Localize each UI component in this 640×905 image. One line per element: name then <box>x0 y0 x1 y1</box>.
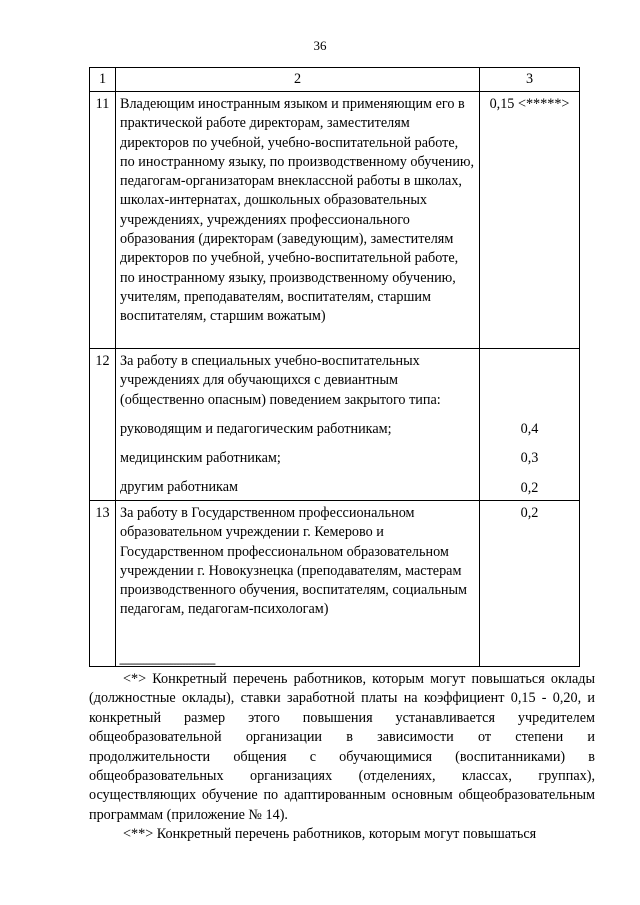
row-coefficient: 0,15 <*****> <box>480 92 580 349</box>
sub-item-label: руководящим и педагогическим работникам; <box>120 420 392 437</box>
sub-item-label: медицинским работникам; <box>120 450 281 467</box>
row-description <box>116 349 480 501</box>
row-number: 12 <box>90 349 116 501</box>
footnote-2: <**> Конкретный перечень работников, которым могут повышаться <box>123 826 537 843</box>
header-cell-1: 1 <box>90 68 116 92</box>
footnote-1: <*> Конкретный перечень работников, которым могут повышаться оклады (должностные оклады), ставки заработной платы на коэффициент 0,15 - 0,20, и конкретный размер этого повышения устанавливается учредителем общеобразовательной организации в зависимости от степени и продолжительности общения с обучающимися (воспитанниками) в общеобразовательных организациях (отделениях, классах, группах), осуществляющих обучение по адаптированным основным общеобразовательным программам (приложение № 14). <box>89 671 595 823</box>
page-number: 36 <box>313 38 327 53</box>
row-description: За работу в Государственном профессиональном образовательном учреждении г. Кемерово и Государственном профессиональном образовательном учреждении г. Новокузнецка (преподавателям, мастерам производственного обучения, воспитателям, социальным педагогам, педагогам-психологам) <box>116 501 480 667</box>
row-coefficient <box>480 349 580 501</box>
row-description: Владеющим иностранным языком и применяющим его в практической работе директорам, заместителям директоров по учебной, учебно-воспитательной работе, по иностранному языку, по производственному обучению, педагогам-организаторам внеклассной работы в школах, школах-интернатах, дошкольных образовательных учреждениях, учреждениях профессионального образования (директорам (заведующим), заместителям директоров по учебной, учебно-воспитательной работе, по иностранному языку, производственному обучению, учителям, преподавателям, воспитателям, старшим воспитателям, старшим вожатым) <box>116 92 480 349</box>
row-coefficient: 0,2 <box>480 501 580 667</box>
table-header-row <box>90 68 580 92</box>
row-number: 11 <box>90 92 116 349</box>
row-number: 13 <box>90 501 116 667</box>
header-cell-2: 2 <box>116 68 480 92</box>
footnotes <box>89 656 595 845</box>
sub-item-value: 0,4 <box>520 421 539 437</box>
header-cell-3: 3 <box>480 68 580 92</box>
row-description-intro: За работу в специальных учебно-воспитательных учреждениях для обучающихся с девиантным (общественно опасным) поведением закрытого типа: <box>120 353 441 408</box>
sub-item-label: другим работникам <box>120 479 239 496</box>
table-row <box>90 501 580 667</box>
sub-item-value: 0,2 <box>520 479 539 496</box>
allowance-table <box>89 67 580 667</box>
table-row <box>90 92 580 349</box>
footnote-separator: -------------------------------- <box>119 656 215 670</box>
table-row <box>90 349 580 501</box>
sub-item-value: 0,3 <box>520 450 539 467</box>
